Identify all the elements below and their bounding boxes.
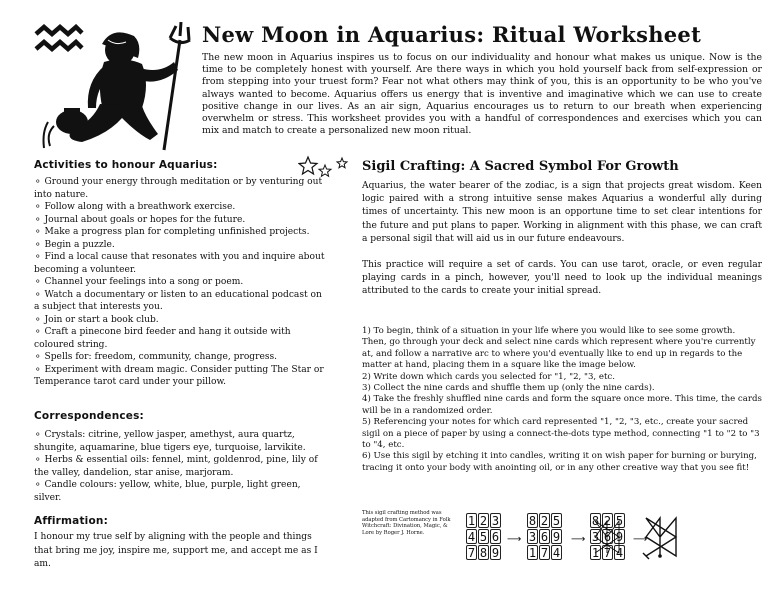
card-cell: 4 xyxy=(467,530,476,544)
list-item: ⚬ Join or start a book club. xyxy=(34,314,159,325)
sigil-icon xyxy=(640,512,682,562)
activities-list xyxy=(34,176,326,389)
intro-paragraph: The new moon in Aquarius inspires us to focus on our individuality and honour what makes us unique. Now is the time to be completely honest with yourself. Are there ways in which you hold yourself back from self-expression or from stepping into your truest form? Fear not what others may think of you, this is an opportunity to be who you've always wanted to become. Aquarius offers us energy that is inventive and imaginative which we can use to create positive change in our lives. As an air sign, Aquarius encourages us to return to our breath when experiencing overwhelm or stress. This worksheet provides you with a handful of correspondences and exercises which you can mix and match to create a personalized new moon ritual. xyxy=(202,52,762,137)
sigil-paragraph: Aquarius, the water bearer of the zodiac, is a sign that projects great wisdom. Keen logic paired with a strong intuitive sense makes Aquarius a wonderful ally during times of uncertainty. This new moon is an opportune time to set clear intentions for the future and put plans to paper. Working in alignment with this phase, we can craft a personal sigil that will aid us in our future endeavours. xyxy=(362,181,762,244)
list-item: ⚬ Follow along with a breathwork exercise. xyxy=(34,202,236,212)
arrow-right-icon: ⟶ xyxy=(571,534,586,545)
card-cell: 4 xyxy=(615,546,624,560)
connect-lines-icon xyxy=(590,513,626,561)
card-cell: 5 xyxy=(552,514,561,528)
sigil-paragraph: This practice will require a set of cards. You can use tarot, oracle, or even regular playing cards in a pinch, however, you'll need to look up the individual meanings attributed to the cards to create your initial spread. xyxy=(362,260,762,297)
arrow-right-icon: ⟶ xyxy=(507,534,522,545)
card-cell: 9 xyxy=(491,546,500,560)
card-cell: 8 xyxy=(479,546,488,560)
card-cell: 1 xyxy=(591,546,600,560)
sigil-intro xyxy=(362,180,762,312)
card-cell: 1 xyxy=(528,546,537,560)
sigil-heading: Sigil Crafting: A Sacred Symbol For Growth xyxy=(362,159,679,174)
card-cell: 6 xyxy=(603,530,612,544)
card-cell: 8 xyxy=(528,514,537,528)
list-item: ⚬ Herbs & essential oils: fennel, mint, goldenrod, pine, lily of the valley, dandelion, star anise, marjoram. xyxy=(34,455,318,478)
card-cell: 2 xyxy=(540,514,549,528)
card-grid-initial xyxy=(466,513,501,560)
water-bearer-figure-icon xyxy=(42,22,202,152)
card-cell: 3 xyxy=(528,530,537,544)
card-cell: 7 xyxy=(467,546,476,560)
affirmation-heading: Affirmation: xyxy=(34,515,108,527)
card-cell: 2 xyxy=(603,514,612,528)
step-item: 5) Referencing your notes for which card represented "1, "2, "3, etc., create your sacred sigil on a piece of paper by using a connect-the-dots type method, connecting "1 to "2 to "3 to "4, etc. xyxy=(362,417,760,451)
list-item: ⚬ Craft a pinecone bird feeder and hang it outside with coloured string. xyxy=(34,327,291,350)
affirmation-text: I honour my true self by aligning with the people and things that bring me joy, inspire me, support me, and accept me as I am. xyxy=(34,532,318,569)
card-cell: 9 xyxy=(552,530,561,544)
card-cell: 4 xyxy=(552,546,561,560)
list-item: ⚬ Spells for: freedom, community, change, progress. xyxy=(34,352,278,362)
card-grid-shuffled xyxy=(527,513,562,560)
card-cell: 7 xyxy=(540,546,549,560)
step-item: 3) Collect the nine cards and shuffle them up (only the nine cards). xyxy=(362,383,655,394)
list-item: ⚬ Watch a documentary or listen to an educational podcast on a subject that interests you. xyxy=(34,289,322,312)
list-item: ⚬ Candle colours: yellow, white, blue, purple, light green, silver. xyxy=(34,480,301,503)
list-item: ⚬ Find a local cause that resonates with you and inquire about becoming a volunteer. xyxy=(34,252,325,275)
list-item: ⚬ Make a progress plan for completing unfinished projects. xyxy=(34,227,310,237)
arrow-right-icon: ⟶ xyxy=(633,534,648,545)
list-item: ⚬ Crystals: citrine, yellow jasper, amethyst, aura quartz, shungite, aquamarine, blue tigers eye, turquoise, larvikite. xyxy=(34,430,306,453)
card-cell: 3 xyxy=(591,530,600,544)
list-item: ⚬ Experiment with dream magic. Consider putting The Star or Temperance tarot card under your pillow. xyxy=(34,364,324,387)
card-cell: 1 xyxy=(467,514,476,528)
card-cell: 8 xyxy=(591,514,600,528)
correspondences-heading: Correspondences: xyxy=(34,410,144,422)
card-cell: 7 xyxy=(603,546,612,560)
card-cell: 5 xyxy=(479,530,488,544)
page-title: New Moon in Aquarius: Ritual Worksheet xyxy=(202,22,702,47)
card-cell: 6 xyxy=(491,530,500,544)
card-cell: 6 xyxy=(540,530,549,544)
list-item: ⚬ Journal about goals or hopes for the future. xyxy=(34,214,246,225)
step-item: 4) Take the freshly shuffled nine cards and form the square once more. This time, the cards will be in a randomized order. xyxy=(362,394,762,416)
list-item: ⚬ Channel your feelings into a song or poem. xyxy=(34,277,244,287)
card-cell: 2 xyxy=(479,514,488,528)
card-cell: 3 xyxy=(491,514,500,528)
card-cell: 9 xyxy=(615,530,624,544)
method-credit: This sigil crafting method was adapted from Cartomancy in Folk Witchcraft: Divination, Magic, & Lore by Roger J. Horne. xyxy=(362,510,451,536)
list-item: ⚬ Begin a puzzle. xyxy=(34,239,115,250)
step-item: 6) Use this sigil by etching it into candles, writing it on wish paper for burning or burying, tracing it onto your body with anointing oil, or in any other creative way that you see fit! xyxy=(362,451,757,473)
list-item: ⚬ Ground your energy through meditation or by venturing out into nature. xyxy=(34,177,323,200)
correspondences-list xyxy=(34,429,326,504)
card-cell: 5 xyxy=(615,514,624,528)
activities-heading: Activities to honour Aquarius: xyxy=(34,159,218,171)
step-item: 2) Write down which cards you selected for "1, "2, "3, etc. xyxy=(362,371,615,382)
sigil-steps xyxy=(362,326,762,474)
step-item: 1) To begin, think of a situation in your life where you would like to see some growth. Then, go through your deck and select nine cards which represent where you're currently at, and follow a narrative arc to where you'd eventually like to end up in regards to the matter at hand, placing them in a square like the image below. xyxy=(362,326,756,371)
